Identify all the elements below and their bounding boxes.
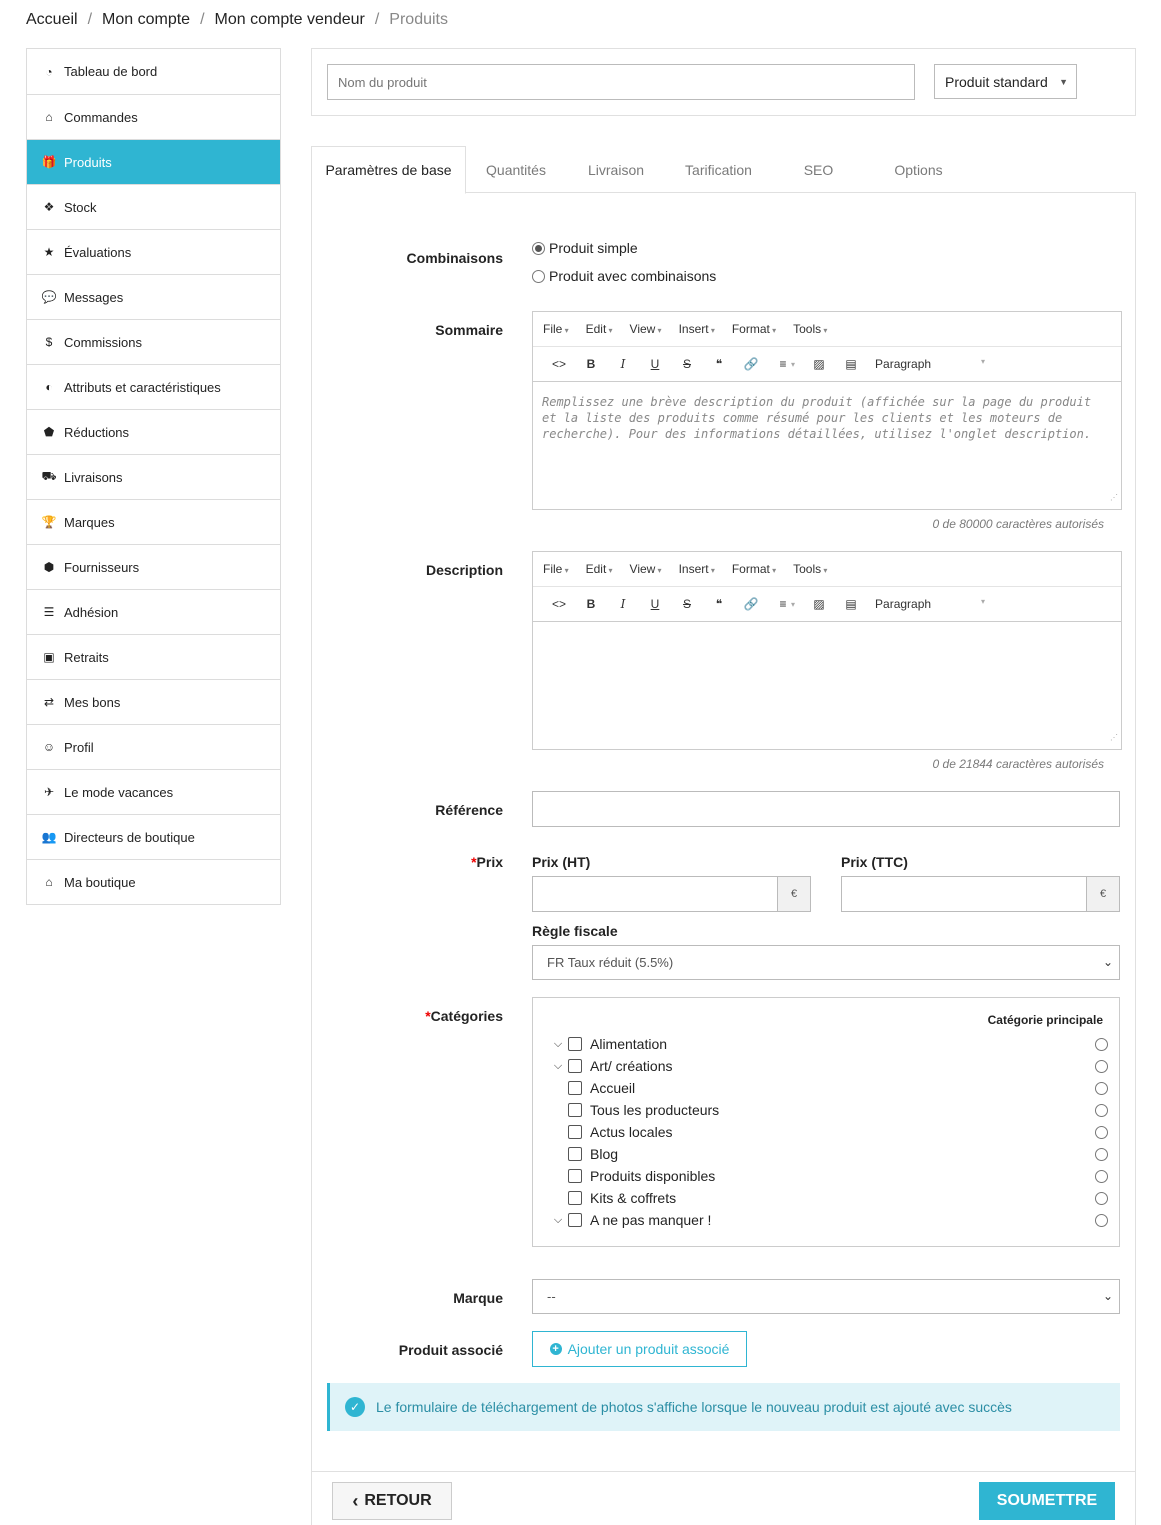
main-category-radio[interactable] (1095, 1104, 1108, 1117)
tax-rule-label: Règle fiscale (532, 923, 618, 939)
user-circle-icon: ☺ (42, 740, 56, 754)
editor-menu-format[interactable]: Format ▾ (732, 562, 776, 576)
breadcrumb-seller-account[interactable]: Mon compte vendeur (214, 11, 365, 28)
home-icon: ⌂ (45, 875, 53, 889)
radio-checked[interactable] (532, 242, 545, 255)
bold-icon[interactable]: B (586, 597, 596, 611)
category-checkbox[interactable] (568, 1191, 582, 1205)
main-category-radio[interactable] (1095, 1148, 1108, 1161)
editor-menu-format[interactable]: Format ▾ (732, 322, 776, 336)
editor-menubar (533, 552, 1121, 587)
reference-input[interactable] (532, 791, 1120, 827)
italic-icon[interactable]: I (620, 357, 626, 371)
editor-menu-file[interactable]: File ▾ (543, 562, 569, 576)
category-label: Actus locales (590, 1124, 673, 1140)
sidebar-item[interactable] (27, 94, 280, 139)
product-tabs (311, 146, 1136, 193)
brand-label: Marque (453, 1290, 503, 1306)
submit-button[interactable]: SOUMETTRE (979, 1482, 1115, 1520)
sidebar-item-label: Produits (64, 154, 112, 170)
align-left-icon[interactable]: ≡ (779, 597, 787, 611)
category-row (548, 1165, 1108, 1187)
plus-circle-icon: + (550, 1343, 562, 1355)
radio-label: Produit simple (549, 240, 638, 256)
tax-rule-select[interactable] (532, 945, 1120, 980)
main-category-radio[interactable] (1095, 1038, 1108, 1051)
main-category-radio[interactable] (1095, 1214, 1108, 1227)
link-icon[interactable]: 🔗 (743, 597, 759, 611)
price-ttc-label: Prix (TTC) (841, 854, 908, 870)
cube-icon: ⬢ (43, 560, 55, 574)
dashboard-icon: ◔ (45, 64, 53, 79)
editor-menu-insert[interactable]: Insert ▾ (679, 562, 715, 576)
combinations-label: Combinaisons (406, 250, 503, 266)
link-icon[interactable]: 🔗 (743, 357, 759, 371)
tab-basic-settings[interactable]: Paramètres de base (311, 146, 466, 194)
caret-down-icon: ▾ (981, 597, 986, 606)
cubes-icon: ❖ (43, 200, 55, 214)
check-circle-icon: ✓ (345, 1397, 365, 1417)
editor-menu-edit[interactable]: Edit ▾ (586, 322, 613, 336)
sidebar-item[interactable] (27, 409, 280, 454)
sidebar-item[interactable] (27, 724, 280, 769)
main-category-radio[interactable] (1095, 1082, 1108, 1095)
categories-tree (532, 997, 1120, 1247)
editor-menu-file[interactable]: File ▾ (543, 322, 569, 336)
breadcrumb-separator: / (87, 11, 93, 28)
category-checkbox[interactable] (568, 1037, 582, 1051)
category-row (548, 1099, 1108, 1121)
money-icon: ▣ (43, 650, 55, 664)
sidebar-item[interactable] (27, 229, 280, 274)
radio-unchecked[interactable] (532, 270, 545, 283)
strikethrough-icon[interactable]: S (682, 357, 691, 371)
category-label: Tous les producteurs (590, 1102, 720, 1118)
list-alt-icon: ☰ (43, 605, 55, 619)
gift-icon: 🎁 (41, 155, 57, 169)
seller-sidebar (26, 48, 281, 905)
sidebar-item-label: Attributs et caractéristiques (64, 379, 221, 395)
sidebar-item[interactable] (27, 544, 280, 589)
sidebar-item[interactable] (27, 589, 280, 634)
tab-shipping[interactable]: Livraison (587, 161, 645, 178)
sidebar-item-label: Adhésion (64, 604, 119, 620)
dollar-icon: $ (45, 335, 53, 349)
sidebar-item-label: Commandes (64, 109, 138, 125)
euro-addon: € (1086, 877, 1119, 911)
radio-simple-product[interactable] (532, 240, 638, 256)
sidebar-item-label: Marques (64, 514, 115, 530)
product-name-input[interactable] (327, 64, 915, 100)
euro-addon: € (777, 877, 810, 911)
tab-quantities[interactable]: Quantités (486, 161, 546, 178)
sidebar-item[interactable] (27, 49, 280, 94)
media-icon[interactable]: ▤ (845, 597, 857, 611)
align-caret-icon[interactable]: ▾ (791, 359, 796, 369)
sidebar-item[interactable] (27, 859, 280, 904)
price-ttc-input[interactable] (841, 876, 1120, 912)
align-caret-icon[interactable]: ▾ (791, 599, 796, 609)
adjust-icon: ◐ (45, 380, 53, 394)
category-checkbox[interactable] (568, 1081, 582, 1095)
editor-menu-tools[interactable]: Tools ▾ (793, 562, 827, 576)
category-label: Art/ créations (590, 1058, 673, 1074)
exchange-icon: ⇄ (43, 695, 55, 709)
category-label: A ne pas manquer ! (590, 1212, 712, 1228)
sidebar-item[interactable] (27, 454, 280, 499)
product-type-value: Produit standard (945, 73, 1048, 90)
resize-grip-icon[interactable]: ⋰ (1110, 733, 1118, 742)
strikethrough-icon[interactable]: S (682, 597, 691, 611)
category-label: Blog (590, 1146, 619, 1162)
breadcrumb-home[interactable]: Accueil (26, 11, 78, 28)
plane-icon: ✈ (43, 785, 55, 799)
sidebar-item-label: Évaluations (64, 244, 132, 260)
star-icon: ★ (43, 245, 55, 259)
main-category-header: Catégorie principale (987, 1013, 1103, 1027)
brand-value: -- (547, 1289, 556, 1304)
main-category-radio[interactable] (1095, 1060, 1108, 1073)
sidebar-item[interactable] (27, 139, 280, 184)
sidebar-item-label: Fournisseurs (64, 559, 140, 575)
categories-label: *Catégories (425, 1008, 503, 1024)
expand-chevron-icon[interactable]: ⌵ (553, 1037, 563, 1050)
users-icon: 👥 (41, 830, 57, 844)
editor-menu-tools[interactable]: Tools ▾ (793, 322, 827, 336)
breadcrumb-account[interactable]: Mon compte (102, 11, 191, 28)
sidebar-item[interactable] (27, 319, 280, 364)
truck-icon: ⛟ (41, 469, 57, 483)
breadcrumb-current: Produits (389, 11, 448, 28)
chevron-down-icon: ⌄ (1102, 955, 1113, 969)
category-row (548, 1143, 1108, 1165)
code-icon[interactable]: <> (551, 357, 566, 371)
description-editor (532, 551, 1122, 750)
sidebar-item[interactable] (27, 634, 280, 679)
reference-label: Référence (435, 802, 503, 818)
editor-menubar (533, 312, 1121, 347)
editor-toolbar (533, 587, 1121, 622)
summary-placeholder: Remplissez une brève description du produit (affichée sur la page du produit et la liste des produits comme résumé pour les clients et les moteurs de recherche). Pour des informations détaillées, utilisez l'onglet description. (542, 395, 1092, 441)
price-ht-label: Prix (HT) (532, 854, 591, 870)
category-row (548, 1209, 1108, 1231)
paragraph-label: Paragraph (875, 597, 932, 611)
alert-text: Le formulaire de téléchargement de photos s'affiche lorsque le nouveau produit est ajouté avec succès (376, 1399, 1012, 1415)
blockquote-icon[interactable]: ❝ (715, 357, 723, 371)
sidebar-item-label: Profil (64, 739, 94, 755)
sidebar-item[interactable] (27, 679, 280, 724)
brand-select[interactable] (532, 1279, 1120, 1314)
sidebar-item[interactable] (27, 499, 280, 544)
category-checkbox[interactable] (568, 1169, 582, 1183)
sidebar-item[interactable] (27, 274, 280, 319)
resize-grip-icon[interactable]: ⋰ (1110, 493, 1118, 502)
category-label: Produits disponibles (590, 1168, 716, 1184)
summary-editor (532, 311, 1122, 510)
category-row (548, 1077, 1108, 1099)
price-label: *Prix (471, 854, 503, 870)
tab-seo[interactable]: SEO (803, 161, 834, 178)
description-label: Description (425, 562, 503, 578)
breadcrumb (26, 11, 448, 29)
sidebar-item-label: Retraits (64, 649, 109, 665)
main-category-radio[interactable] (1095, 1126, 1108, 1139)
radio-product-with-combinations[interactable] (532, 268, 716, 284)
editor-menu-view[interactable]: View ▾ (630, 322, 662, 336)
product-header-card (311, 48, 1136, 116)
category-row (548, 1187, 1108, 1209)
category-row (548, 1055, 1108, 1077)
basket-icon: ⌂ (45, 110, 53, 124)
category-label: Accueil (590, 1080, 636, 1096)
category-checkbox[interactable] (568, 1147, 582, 1161)
summary-textarea[interactable] (533, 382, 1121, 509)
category-label: Kits & coffrets (590, 1190, 677, 1206)
sidebar-item-label: Réductions (64, 424, 130, 440)
button-label: RETOUR (364, 1492, 432, 1509)
button-label: Ajouter un produit associé (567, 1341, 730, 1357)
product-type-select[interactable] (934, 64, 1077, 99)
footer-divider (311, 1471, 1136, 1472)
category-checkbox[interactable] (568, 1125, 582, 1139)
tab-options[interactable]: Options (894, 161, 943, 178)
sidebar-item[interactable] (27, 364, 280, 409)
paragraph-format-select[interactable] (875, 597, 985, 611)
category-checkbox[interactable] (568, 1059, 582, 1073)
breadcrumb-separator: / (374, 11, 380, 28)
description-char-count: 0 de 21844 caractères autorisés (932, 757, 1104, 771)
radio-label: Produit avec combinaisons (549, 268, 717, 284)
expand-chevron-icon[interactable]: ⌵ (553, 1213, 563, 1226)
expand-chevron-icon[interactable]: ⌵ (553, 1059, 563, 1072)
trophy-icon: 🏆 (41, 515, 57, 529)
tag-icon: ⬟ (43, 425, 55, 439)
back-button[interactable] (332, 1482, 452, 1520)
caret-down-icon: ▾ (981, 357, 986, 366)
sidebar-item-label: Mes bons (64, 694, 121, 710)
summary-label: Sommaire (435, 322, 503, 338)
bold-icon[interactable]: B (586, 357, 596, 371)
sidebar-item[interactable] (27, 184, 280, 229)
sidebar-item-label: Commissions (64, 334, 143, 350)
tax-rule-value: FR Taux réduit (5.5%) (547, 955, 674, 970)
underline-icon[interactable]: U (650, 597, 660, 611)
editor-menu-view[interactable]: View ▾ (630, 562, 662, 576)
sidebar-item-label: Ma boutique (64, 874, 136, 890)
code-icon[interactable]: <> (551, 597, 566, 611)
add-associated-product-button[interactable] (532, 1331, 747, 1367)
sidebar-item-label: Stock (64, 199, 97, 215)
summary-char-count: 0 de 80000 caractères autorisés (932, 517, 1104, 531)
sidebar-item[interactable] (27, 769, 280, 814)
tab-pricing[interactable]: Tarification (685, 161, 752, 178)
image-icon[interactable]: ▨ (813, 357, 825, 371)
associated-product-label: Produit associé (398, 1342, 503, 1358)
sidebar-item-label: Tableau de bord (64, 64, 158, 79)
info-alert (327, 1383, 1120, 1431)
sidebar-item-label: Directeurs de boutique (64, 829, 195, 845)
category-checkbox[interactable] (568, 1213, 582, 1227)
category-checkbox[interactable] (568, 1103, 582, 1117)
caret-down-icon: ▼ (1059, 77, 1068, 87)
editor-menu-edit[interactable]: Edit ▾ (586, 562, 613, 576)
sidebar-item-label: Livraisons (64, 469, 123, 485)
sidebar-item[interactable] (27, 814, 280, 859)
editor-toolbar (533, 347, 1121, 382)
chevron-left-icon: ‹ (352, 1490, 359, 1511)
category-row (548, 1121, 1108, 1143)
sidebar-item-label: Le mode vacances (64, 784, 174, 800)
underline-icon[interactable]: U (650, 357, 660, 371)
sidebar-item-label: Messages (64, 289, 124, 305)
main-category-radio[interactable] (1095, 1170, 1108, 1183)
comments-icon: 💬 (41, 290, 57, 304)
description-textarea[interactable] (533, 622, 1121, 749)
blockquote-icon[interactable]: ❝ (715, 597, 723, 611)
image-icon[interactable]: ▨ (813, 597, 825, 611)
align-left-icon[interactable]: ≡ (779, 357, 787, 371)
media-icon[interactable]: ▤ (845, 357, 857, 371)
breadcrumb-separator: / (200, 11, 205, 28)
category-label: Alimentation (590, 1036, 668, 1052)
chevron-down-icon: ⌄ (1102, 1289, 1113, 1303)
price-ht-input[interactable] (532, 876, 811, 912)
category-row (548, 1033, 1108, 1055)
main-category-radio[interactable] (1095, 1192, 1108, 1205)
italic-icon[interactable]: I (620, 597, 626, 611)
editor-menu-insert[interactable]: Insert ▾ (679, 322, 715, 336)
paragraph-label: Paragraph (875, 357, 932, 371)
paragraph-format-select[interactable] (875, 357, 985, 371)
